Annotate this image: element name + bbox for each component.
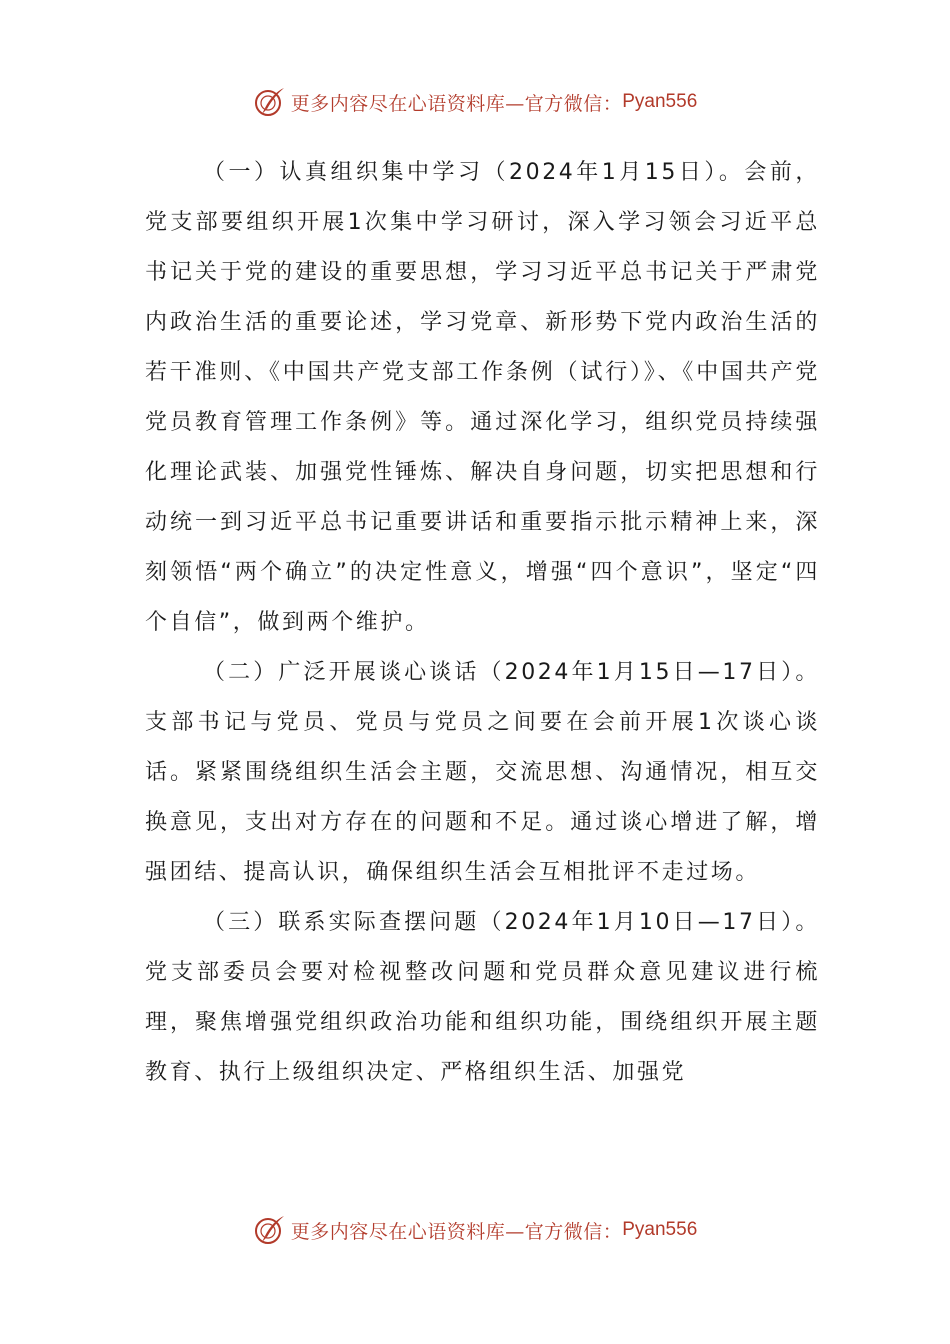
header-banner — [0, 82, 950, 122]
paragraph-1: （一）认真组织集中学习（2024年1月15日）。会前，党支部要组织开展1次集中学习研讨，深入学习领会习近平总书记关于党的建设的重要思想，学习习近平总书记关于严肃党内政治生活的重要论述，学习党章、新形势下党内政治生活的若干准则、《中国共产党支部工作条例（试行）》、《中国共产党党员教育管理工作条例》等。通过深化学习，组织党员持续强化理论武装、加强党性锤炼、解决自身问题，切实把思想和行动统一到习近平总书记重要讲话和重要指示批示精神上来，深刻领悟“两个确立”的决定性意义，增强“四个意识”，坚定“四个自信”，做到两个维护。 — [145, 160, 820, 635]
document-body — [145, 148, 820, 1098]
header-wechat-id: Pyan556 — [622, 91, 698, 112]
footer-banner — [0, 1210, 950, 1250]
paragraph-3: （三）联系实际查摆问题（2024年1月10日—17日）。党支部委员会要对检视整改问题和党员群众意见建议进行梳理，聚焦增强党组织政治功能和组织功能，围绕组织开展主题教育、执行上级组织决定、严格组织生活、加强党 — [145, 910, 820, 1085]
quill-seal-icon — [253, 85, 287, 119]
quill-seal-icon — [253, 1213, 287, 1247]
header-banner-text: 更多内容尽在心语资料库—官方微信： — [290, 92, 623, 115]
paragraph-2: （二）广泛开展谈心谈话（2024年1月15日—17日）。支部书记与党员、党员与党员之间要在会前开展1次谈心谈话。紧紧围绕组织生活会主题，交流思想、沟通情况，相互交换意见，支出对方存在的问题和不足。通过谈心增进了解，增强团结、提高认识，确保组织生活会互相批评不走过场。 — [145, 660, 820, 885]
footer-wechat-id: Pyan556 — [622, 1219, 698, 1240]
footer-banner-text: 更多内容尽在心语资料库—官方微信： — [290, 1220, 623, 1243]
